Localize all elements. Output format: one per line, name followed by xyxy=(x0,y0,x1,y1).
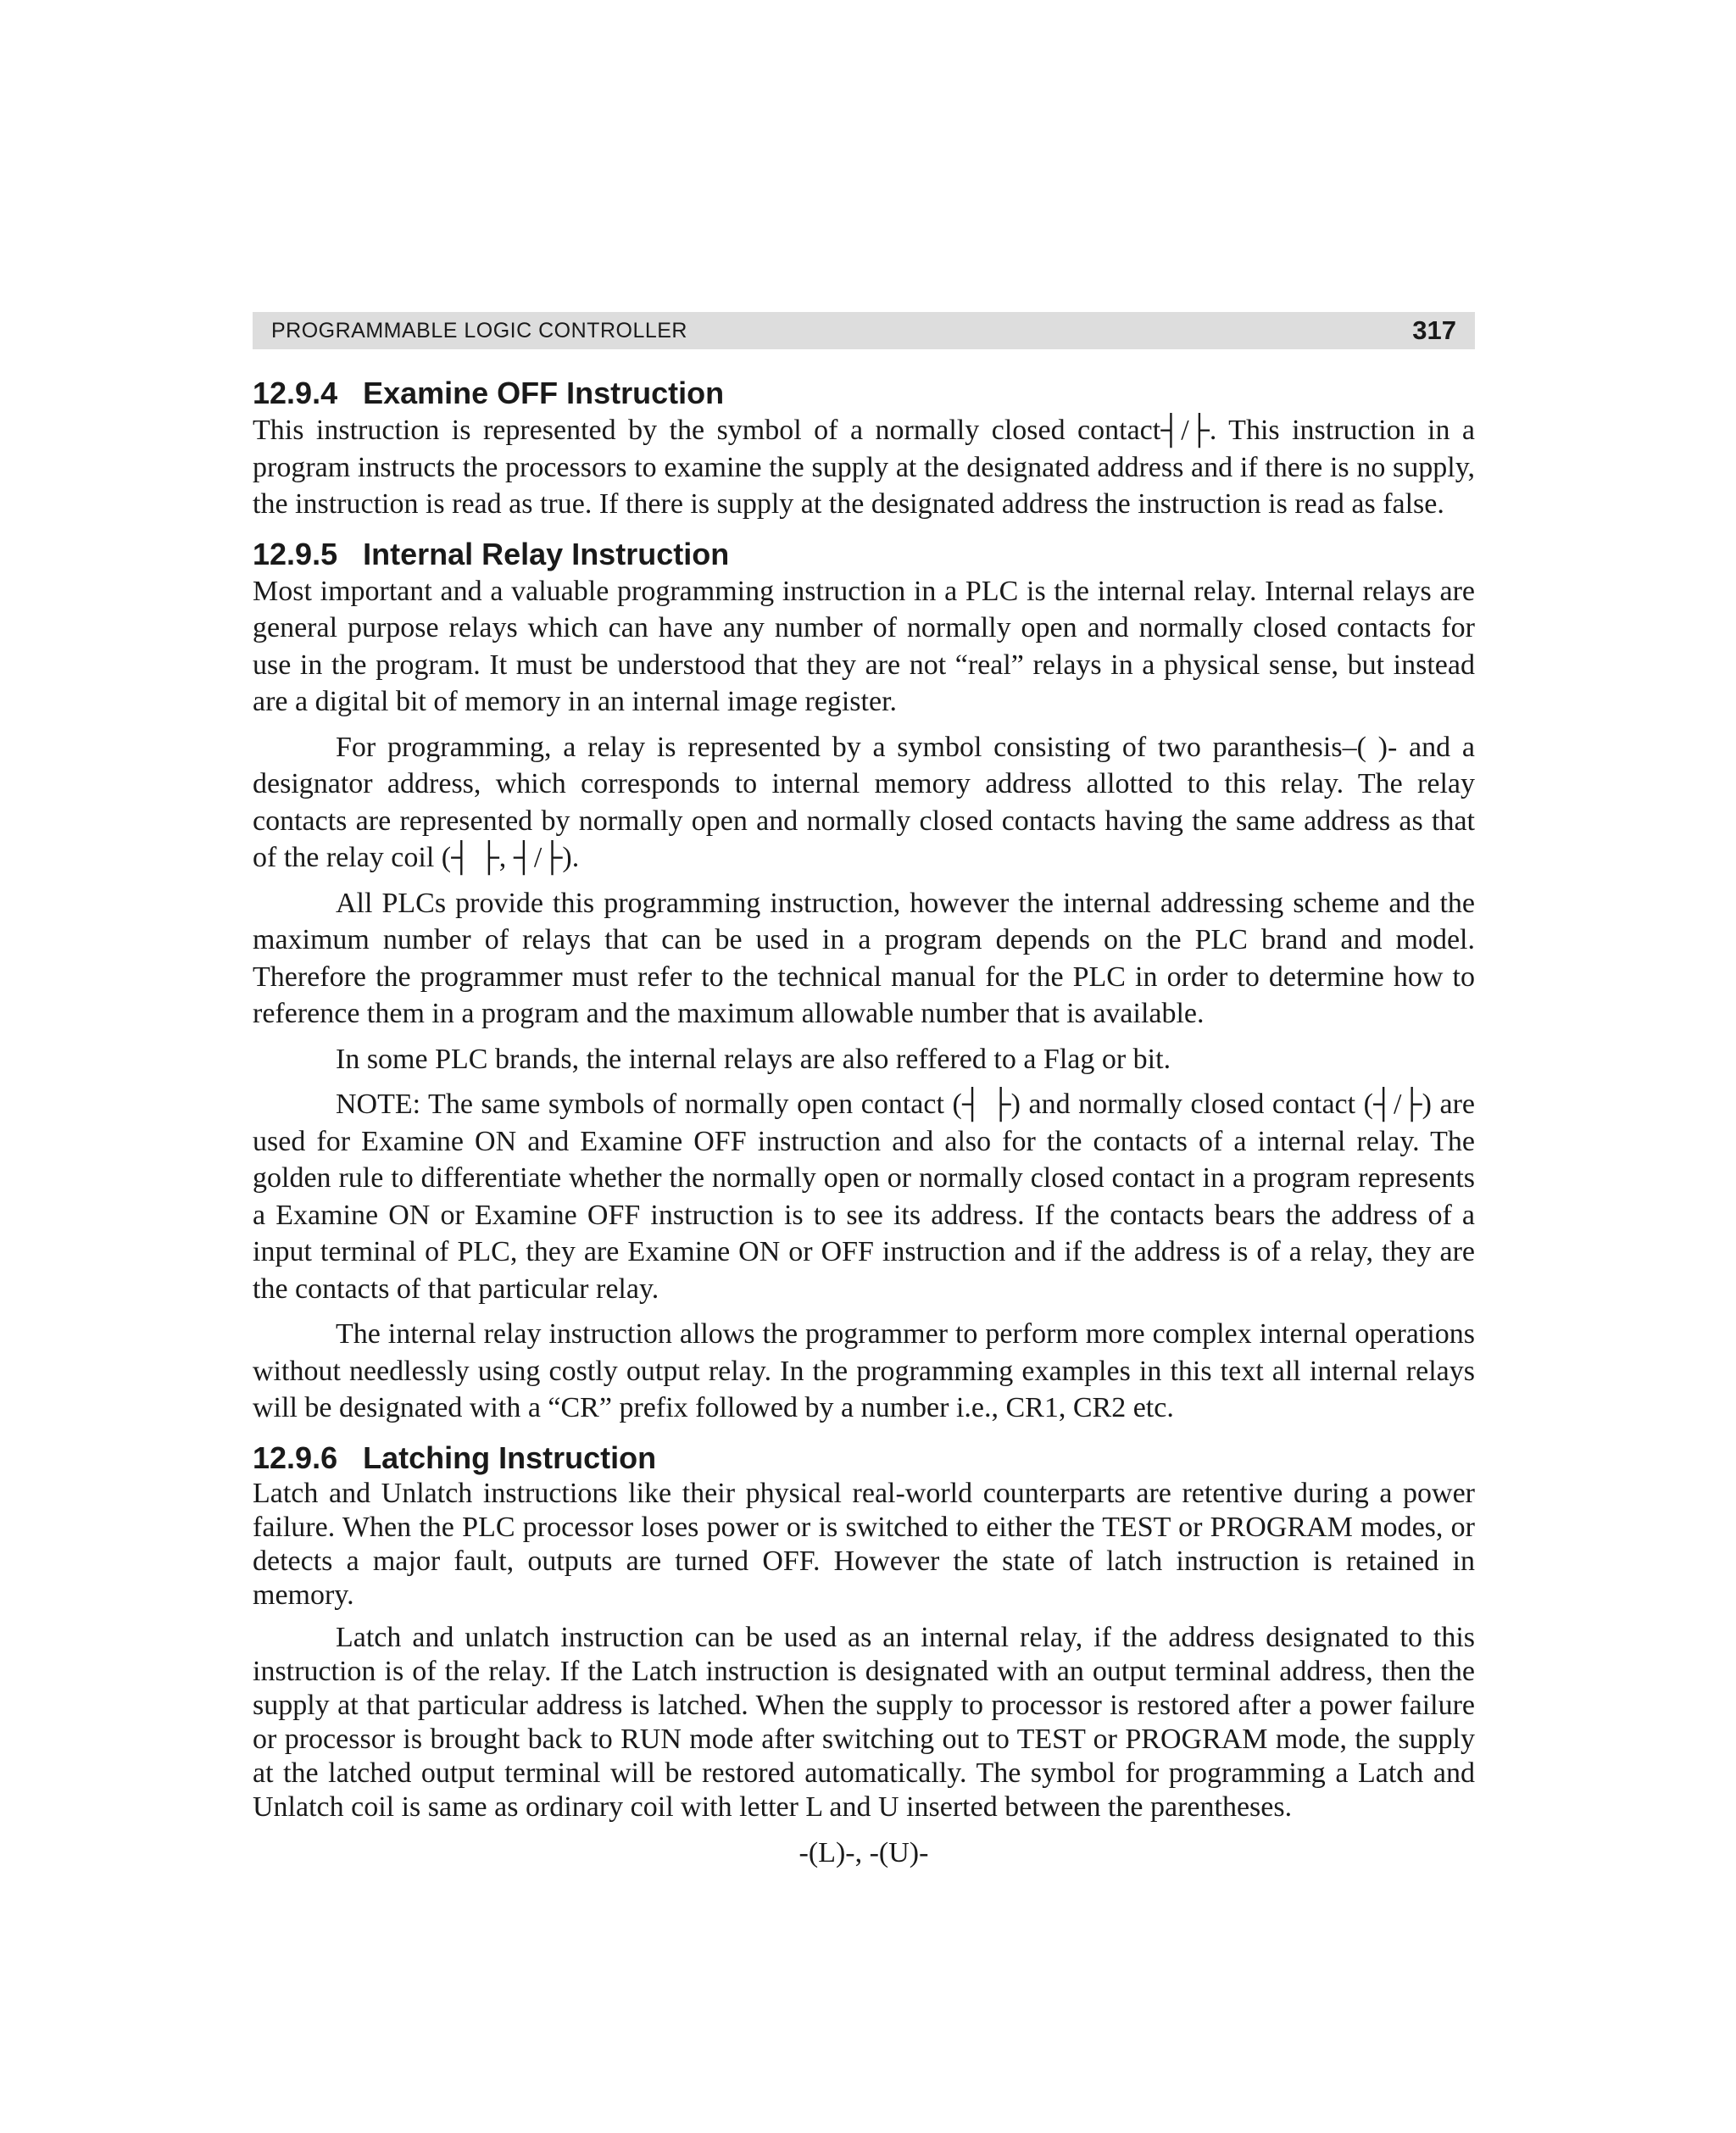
section-heading: 12.9.5 Internal Relay Instruction xyxy=(253,536,730,571)
page-number: 317 xyxy=(1412,315,1456,345)
paragraph: Most important and a valuable programming instruction in a PLC is the internal relay. Internal relays are general purpose relays which can have any number of normally open and normally closed contacts for use in the program. It must be understood that they are not “real” relays in a physical sense, but instead are a digital bit of memory in an internal image register. xyxy=(253,575,1475,717)
page xyxy=(253,312,1475,1872)
paragraph: This instruction is represented by the symbol of a normally closed contact┤/├. This instruction in a program instructs the processors to examine the supply at the designated address and if there is no supply, the instruction is read as true. If there is supply at the designated address the instruction is read as false. xyxy=(253,415,1475,520)
paragraph: For programming, a relay is represented by a symbol consisting of two paranthesis–( )- and a designator address, which corresponds to internal memory address allotted to this relay. The relay contacts are represented by normally open and normally closed contacts having the same address as that of the relay coil (┤ ├, ┤/├). xyxy=(253,731,1475,873)
note-paragraph: NOTE: The same symbols of normally open contact (┤ ├) and normally closed contact (┤/├) are used for Examine ON and Examine OFF instruction and also for the contacts of a internal relay. The golden rule to differentiate whether the normally open or normally closed contact in a program represents a Examine ON or Examine OFF instruction is to see its address. If the contacts bears the address of a input terminal of PLC, they are Examine ON or OFF instruction and if the address is of a relay, they are the contacts of that particular relay. xyxy=(253,1089,1475,1305)
section-heading: 12.9.4 Examine OFF Instruction xyxy=(253,376,725,410)
section-12-9-5 xyxy=(253,536,1475,1427)
running-head-title: PROGRAMMABLE LOGIC CONTROLLER xyxy=(271,318,687,343)
section-12-9-6 xyxy=(253,1440,1475,1872)
paragraph: Latch and Unlatch instructions like their physical real-world counterparts are retentive during a power failure. When the PLC processor loses power or is switched to either the TEST or PROGRAM modes, or detects a major fault, outputs are turned OFF. However the state of latch instruction is retained in memory. xyxy=(253,1477,1475,1611)
paragraph: In some PLC brands, the internal relays are also reffered to a Flag or bit. xyxy=(336,1043,1171,1075)
paragraph: The internal relay instruction allows the programmer to perform more complex internal operations without needlessly using costly output relay. In the programming examples in this text all internal relays will be designated with a “CR” prefix followed by a number i.e., CR1, CR2 etc. xyxy=(253,1318,1475,1423)
section-12-9-4 xyxy=(253,375,1475,523)
running-head xyxy=(253,312,1475,349)
section-heading: 12.9.6 Latching Instruction xyxy=(253,1440,657,1475)
paragraph: All PLCs provide this programming instruction, however the internal addressing scheme and the maximum number of relays that can be used in a program depends on the PLC brand and model. Therefore the programmer must refer to the technical manual for the PLC in order to determine how to reference them in a program and the maximum allowable number that is available. xyxy=(253,887,1475,1029)
paragraph: Latch and unlatch instruction can be used as an internal relay, if the address designated to this instruction is of the relay. If the Latch instruction is designated with an output terminal address, then the supply at that particular address is latched. When the supply to processor is restored after a power failure or processor is brought back to RUN mode after switching out to TEST or PROGRAM mode, the supply at the latched output terminal will be restored automatically. The symbol for programming a Latch and Unlatch coil is same as ordinary coil with letter L and U inserted between the parentheses. xyxy=(253,1621,1475,1823)
latch-unlatch-formula: -(L)-, -(U)- xyxy=(798,1836,929,1868)
